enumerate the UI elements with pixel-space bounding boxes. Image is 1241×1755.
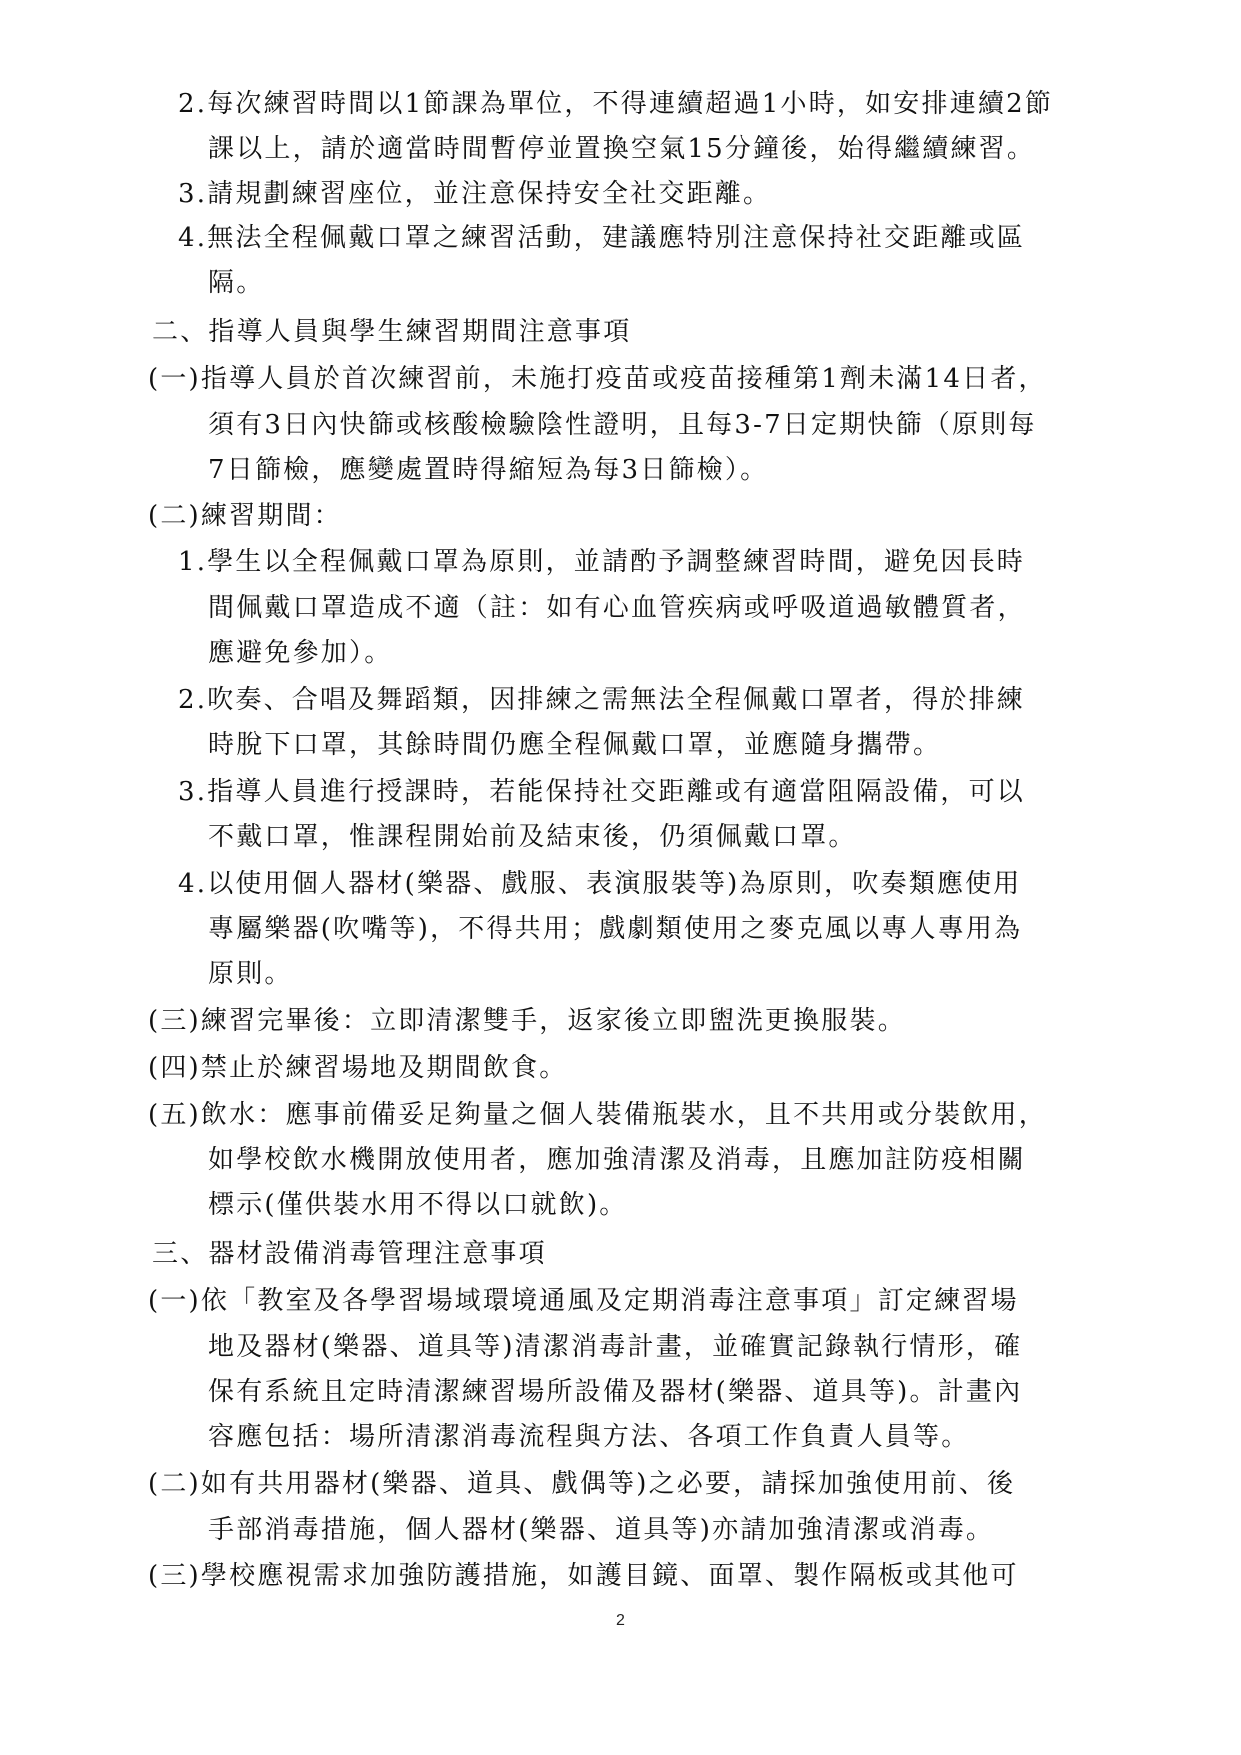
subsection-2-2: (二)練習期間： — [148, 501, 342, 531]
list-item-1-2-cont: 課以上，請於適當時間暫停並置換空氣15分鐘後，始得繼續練習。 — [208, 134, 1036, 164]
list-item-1-4-cont: 隔。 — [208, 268, 265, 298]
subsection-3-2-cont: 手部消毒措施，個人器材(樂器、道具等)亦請加強清潔或消毒。 — [208, 1515, 995, 1545]
list-item-2-2-3-cont: 不戴口罩，惟課程開始前及結束後，仍須佩戴口罩。 — [208, 822, 857, 852]
subsection-3-2: (二)如有共用器材(樂器、道具、戲偶等)之必要，請採加強使用前、後 — [148, 1469, 1016, 1499]
list-item-2-2-1-cont: 間佩戴口罩造成不適（註：如有心血管疾病或呼吸道過敏體質者， — [208, 593, 1026, 623]
subsection-2-1: (一)指導人員於首次練習前，未施打疫苗或疫苗接種第1劑未滿14日者， — [148, 364, 1047, 394]
list-item-2-2-1: 1.學生以全程佩戴口罩為原則，並請酌予調整練習時間，避免因長時 — [178, 547, 1026, 577]
subsection-3-1-cont: 保有系統且定時清潔練習場所設備及器材(樂器、道具等)。計畫內 — [208, 1377, 1023, 1407]
list-item-2-2-1-cont: 應避免參加）。 — [208, 638, 393, 668]
list-item-2-2-2-cont: 時脫下口罩，其餘時間仍應全程佩戴口罩，並應隨身攜帶。 — [208, 730, 942, 760]
list-item-1-4: 4.無法全程佩戴口罩之練習活動，建議應特別注意保持社交距離或區 — [178, 223, 1026, 253]
list-item-1-3: 3.請規劃練習座位，並注意保持安全社交距離。 — [178, 179, 772, 209]
subsection-3-1: (一)依「教室及各學習場域環境通風及定期消毒注意事項」訂定練習場 — [148, 1286, 1019, 1316]
section-heading-3: 三、器材設備消毒管理注意事項 — [152, 1239, 547, 1269]
subsection-2-5: (五)飲水：應事前備妥足夠量之個人裝備瓶裝水，且不共用或分裝飲用， — [148, 1100, 1047, 1130]
subsection-2-5-cont: 標示(僅供裝水用不得以口就飲)。 — [208, 1190, 628, 1220]
list-item-2-2-4: 4.以使用個人器材(樂器、戲服、表演服裝等)為原則，吹奏類應使用 — [178, 869, 1022, 899]
page-number: 2 — [616, 1612, 625, 1629]
subsection-2-1-cont: 7日篩檢，應變處置時得縮短為每3日篩檢）。 — [208, 455, 769, 485]
subsection-2-3: (三)練習完畢後：立即清潔雙手，返家後立即盥洗更換服裝。 — [148, 1006, 906, 1036]
list-item-2-2-3: 3.指導人員進行授課時，若能保持社交距離或有適當阻隔設備，可以 — [178, 777, 1026, 807]
subsection-3-1-cont: 容應包括：場所清潔消毒流程與方法、各項工作負責人員等。 — [208, 1422, 970, 1452]
subsection-3-1-cont: 地及器材(樂器、道具等)清潔消毒計畫，並確實記錄執行情形，確 — [208, 1332, 1023, 1362]
list-item-1-2: 2.每次練習時間以1節課為單位，不得連續超過1小時，如安排連續2節 — [178, 89, 1054, 119]
subsection-2-4: (四)禁止於練習場地及期間飲食。 — [148, 1053, 568, 1083]
subsection-2-5-cont: 如學校飲水機開放使用者，應加強清潔及消毒，且應加註防疫相關 — [208, 1145, 1026, 1175]
list-item-2-2-4-cont: 原則。 — [208, 959, 293, 989]
list-item-2-2-2: 2.吹奏、合唱及舞蹈類，因排練之需無法全程佩戴口罩者，得於排練 — [178, 685, 1026, 715]
list-item-2-2-4-cont: 專屬樂器(吹嘴等)，不得共用；戲劇類使用之麥克風以專人專用為 — [208, 914, 1023, 944]
subsection-3-3: (三)學校應視需求加強防護措施，如護目鏡、面罩、製作隔板或其他可 — [148, 1561, 1019, 1591]
section-heading-2: 二、指導人員與學生練習期間注意事項 — [152, 317, 632, 347]
subsection-2-1-cont: 須有3日內快篩或核酸檢驗陰性證明，且每3-7日定期快篩（原則每 — [208, 410, 1037, 440]
